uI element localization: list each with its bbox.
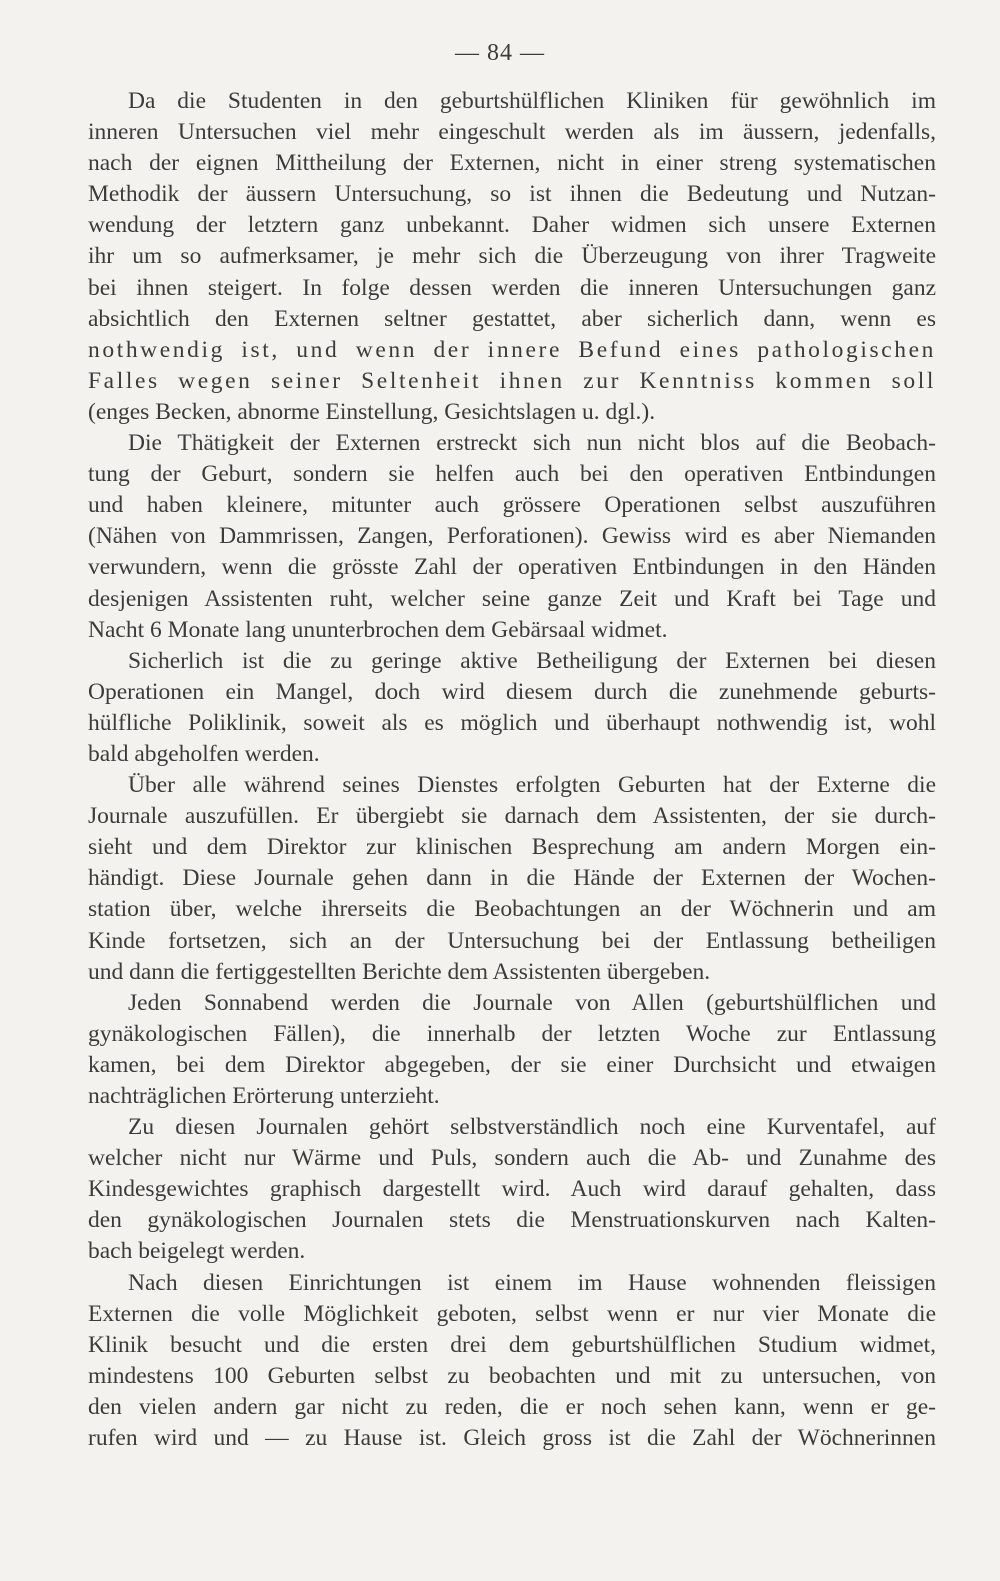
text-line: bei ihnen steigert. In folge dessen werden die inneren Untersuchungen ganz bbox=[88, 274, 936, 301]
text-line: sieht und dem Direktor zur klinischen Besprechung am andern Morgen ein- bbox=[88, 834, 936, 861]
text-line: (Nähen von Dammrissen, Zangen, Perforationen). Gewiss wird es aber Niemanden bbox=[88, 523, 936, 550]
text-line: wendung der letztern ganz unbekannt. Daher widmen sich unsere Externen bbox=[88, 212, 936, 239]
text-line: Kindesgewichtes graphisch dargestellt wird. Auch wird darauf gehalten, dass bbox=[88, 1176, 936, 1203]
text-line: Jeden Sonnabend werden die Journale von Allen (geburtshülflichen und bbox=[128, 989, 936, 1016]
text-line: Die Thätigkeit der Externen erstreckt sich nun nicht blos auf die Beobach- bbox=[128, 430, 936, 457]
text-line: Externen die volle Möglichkeit geboten, selbst wenn er nur vier Monate die bbox=[88, 1300, 936, 1327]
paragraph-6 bbox=[88, 1112, 936, 1267]
text-line: den vielen andern gar nicht zu reden, die er noch sehen kann, wenn er ge- bbox=[88, 1393, 936, 1420]
text-line: (enges Becken, abnorme Einstellung, Gesichtslagen u. dgl.). bbox=[88, 398, 656, 425]
paragraph-2 bbox=[88, 428, 936, 646]
text-line: Falles wegen seiner Seltenheit ihnen zur Kenntniss kommen soll bbox=[88, 367, 936, 394]
text-line: tung der Geburt, sondern sie helfen auch bei den operativen Entbindungen bbox=[88, 461, 936, 488]
paragraph-5 bbox=[88, 988, 936, 1112]
text-line: Klinik besucht und die ersten drei dem geburtshülflichen Studium widmet, bbox=[88, 1331, 936, 1358]
text-line: bach beigelegt werden. bbox=[88, 1238, 306, 1265]
text-line: verwundern, wenn die grösste Zahl der operativen Entbindungen in den Händen bbox=[88, 554, 936, 581]
paragraph-3 bbox=[88, 646, 936, 770]
text-line: hülfliche Poliklinik, soweit als es möglich und überhaupt nothwendig ist, wohl bbox=[88, 709, 936, 736]
text-line: und haben kleinere, mitunter auch grössere Operationen selbst auszuführen bbox=[88, 492, 936, 519]
text-line: bald abgeholfen werden. bbox=[88, 740, 320, 767]
page-number: — 84 — bbox=[455, 40, 545, 66]
text-line: den gynäkologischen Journalen stets die Menstruationskurven nach Kalten- bbox=[88, 1207, 936, 1234]
paragraph-7 bbox=[88, 1268, 936, 1455]
text-line: welcher nicht nur Wärme und Puls, sondern auch die Ab- und Zunahme des bbox=[88, 1145, 936, 1172]
text-line: Operationen ein Mangel, doch wird diesem durch die zunehmende geburts- bbox=[88, 678, 936, 705]
paragraph-1 bbox=[88, 86, 936, 428]
text-line: und dann die fertiggestellten Berichte dem Assistenten übergeben. bbox=[88, 958, 711, 985]
text-line: gynäkologischen Fällen), die innerhalb der letzten Woche zur Entlassung bbox=[88, 1020, 936, 1047]
text-line: absichtlich den Externen seltner gestattet, aber sicherlich dann, wenn es bbox=[88, 305, 936, 332]
text-line: ihr um so aufmerksamer, je mehr sich die Überzeugung von ihrer Tragweite bbox=[88, 243, 936, 270]
text-line: nachträglichen Erörterung unterzieht. bbox=[88, 1083, 440, 1109]
text-line: nothwendig ist, und wenn der innere Befund eines pathologischen bbox=[88, 336, 936, 363]
text-line: Da die Studenten in den geburtshülflichen Kliniken für gewöhnlich im bbox=[128, 88, 936, 114]
text-line: desjenigen Assistenten ruht, welcher seine ganze Zeit und Kraft bei Tage und bbox=[88, 585, 936, 612]
text-line: Sicherlich ist die zu geringe aktive Betheiligung der Externen bei diesen bbox=[128, 647, 936, 674]
paragraph-4 bbox=[88, 770, 936, 988]
text-line: Über alle während seines Dienstes erfolgten Geburten hat der Externe die bbox=[128, 772, 936, 799]
text-line: Methodik der äussern Untersuchung, so ist ihnen die Bedeutung und Nutzan- bbox=[88, 181, 936, 208]
text-line: Nacht 6 Monate lang ununterbrochen dem Gebärsaal widmet. bbox=[88, 616, 668, 643]
text-line: Kinde fortsetzen, sich an der Untersuchung bei der Entlassung betheiligen bbox=[88, 927, 936, 954]
text-line: händigt. Diese Journale gehen dann in die Hände der Externen der Wochen- bbox=[88, 865, 936, 892]
text-line: inneren Untersuchen viel mehr eingeschult werden als im äussern, jedenfalls, bbox=[88, 119, 936, 146]
text-line: Zu diesen Journalen gehört selbstverständlich noch eine Kurventafel, auf bbox=[128, 1114, 936, 1141]
text-line: rufen wird und — zu Hause ist. Gleich gross ist die Zahl der Wöchnerinnen bbox=[88, 1425, 936, 1452]
text-line: mindestens 100 Geburten selbst zu beobachten und mit zu untersuchen, von bbox=[88, 1362, 936, 1389]
body-text bbox=[88, 86, 936, 1454]
text-line: Nach diesen Einrichtungen ist einem im Hause wohnenden fleissigen bbox=[128, 1269, 936, 1296]
text-line: kamen, bei dem Direktor abgegeben, der sie einer Durchsicht und etwaigen bbox=[88, 1051, 936, 1078]
text-line: nach der eignen Mittheilung der Externen, nicht in einer streng systematischen bbox=[88, 150, 936, 177]
text-line: station über, welche ihrerseits die Beobachtungen an der Wöchnerin und am bbox=[88, 896, 936, 923]
text-line: Journale auszufüllen. Er übergiebt sie darnach dem Assistenten, der sie durch- bbox=[88, 803, 936, 830]
